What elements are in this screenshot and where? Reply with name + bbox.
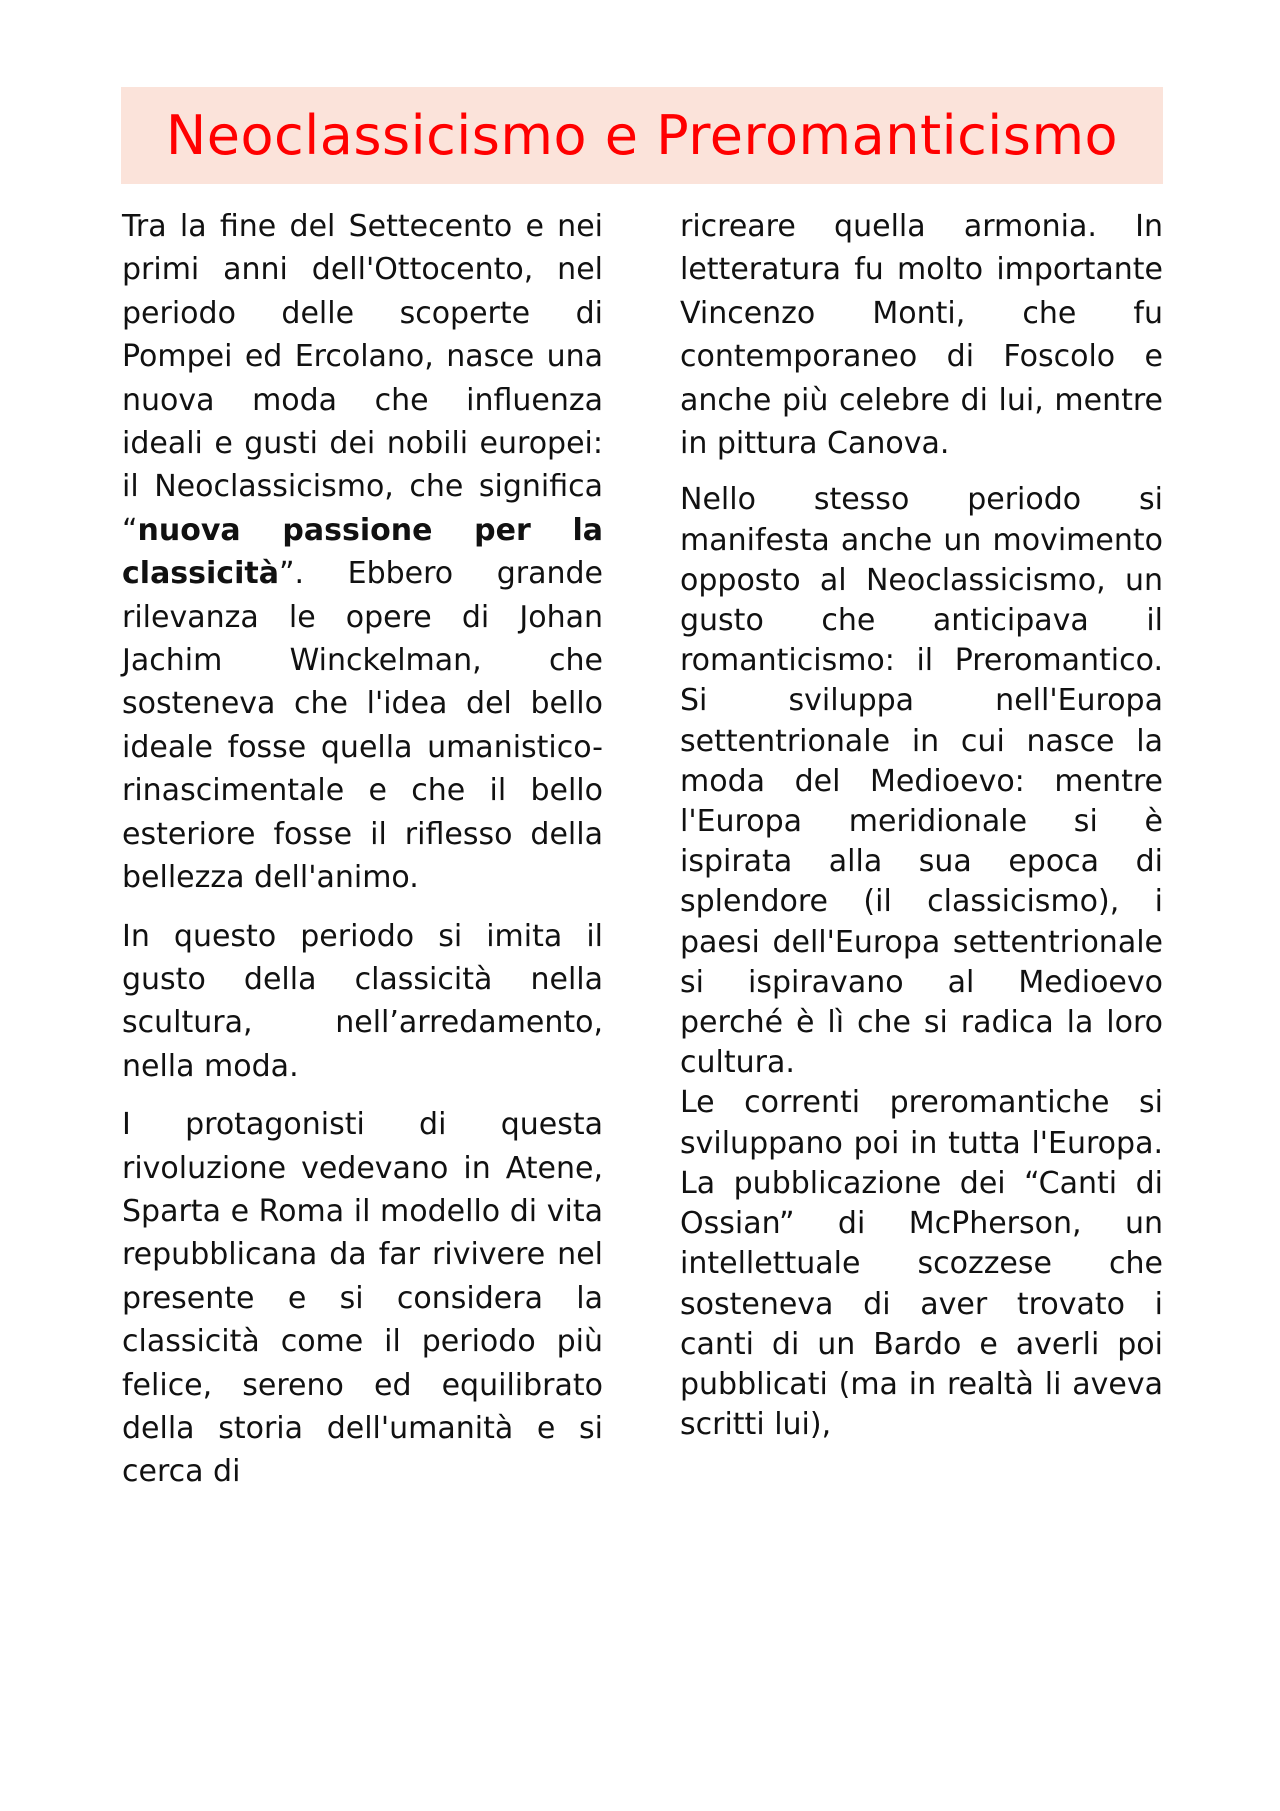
- paragraph-preromantic: Nello stesso periodo si manifesta anche un movimento opposto al Neoclassicismo, un gusto che anticipava il romanticismo: il Preromantico. Si sviluppa nell'Europa settentrionale in cui nasce la moda del Medioevo: mentre l'Europa meridionale si è ispirata alla sua epoca di splendore (il classicismo), i paesi dell'Europa settentrionale si ispiravano al Medioevo perché è lì che si radica la loro cultura.: [680, 482, 1163, 1081]
- intro-text-end: ”. Ebbero grande rilevanza le opere di Johan Jachim Winckelman, che sosteneva che l'idea del bello ideale fosse quella umanistico-rinascimentale e che il bello esteriore fosse il riflesso della bellezza dell'animo.: [122, 556, 603, 896]
- paragraph-intro: [122, 205, 603, 900]
- title-banner: [121, 87, 1163, 184]
- paragraph-ossian: Le correnti preromantiche si sviluppano poi in tutta l'Europa. La pubblicazione dei “Canti di Ossian” di McPherson, un intellettuale scozzese che sosteneva di aver trovato i canti di un Bardo e averli poi pubblicati (ma in realtà li aveva scritti lui),: [680, 1085, 1163, 1443]
- intro-text-start: Tra la fine del Settecento e nei primi anni dell'Ottocento, nel periodo delle scoperte di Pompei ed Ercolano, nasce una nuova moda che influenza ideali e gusti dei nobili europei: il Neoclassicismo, che significa “: [122, 209, 603, 548]
- left-column: [122, 205, 603, 1509]
- intro-bold-phrase: nuova passione per la classicità: [122, 512, 603, 592]
- paragraph-protagonists: I protagonisti di questa rivoluzione vedevano in Atene, Sparta e Roma il modello di vita repubblicana da far rivivere nel presente e si considera la classicità come il periodo più felice, sereno ed equilibrato della storia dell'umanità e si cerca di: [122, 1107, 603, 1490]
- page-title: Neoclassicismo e Preromanticismo: [165, 104, 1119, 167]
- right-column: [680, 205, 1163, 1460]
- paragraph-imitation: In questo periodo si imita il gusto della classicità nella scultura, nell’arredamento, nella moda.: [122, 918, 603, 1084]
- paragraph-harmony: ricreare quella armonia. In letteratura fu molto importante Vincenzo Monti, che fu contemporaneo di Foscolo e anche più celebre di lui, mentre in pittura Canova.: [680, 209, 1163, 462]
